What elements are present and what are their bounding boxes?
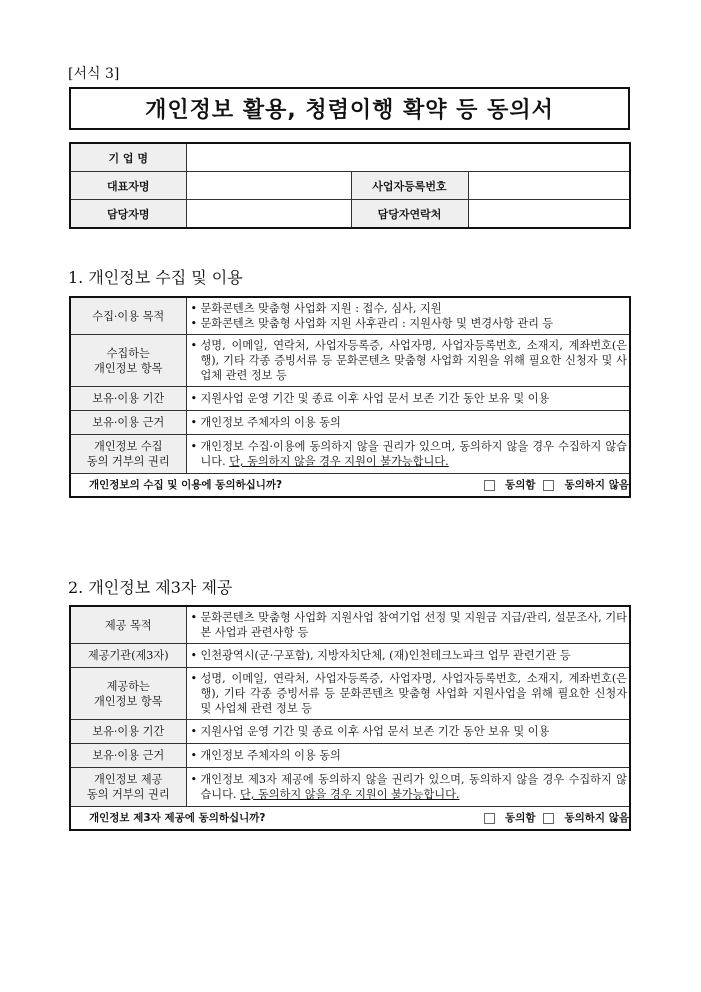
bullet-dot: • (190, 302, 198, 315)
table-row (70, 644, 630, 668)
bizno-label: 사업자등록번호 (351, 172, 468, 200)
refusal-text (201, 772, 628, 802)
row-content (186, 335, 630, 387)
bullet-item (191, 748, 628, 763)
agree-label: 동의함 (505, 478, 536, 491)
row-content (186, 606, 630, 644)
table-row (70, 768, 630, 807)
bullet-item (191, 439, 628, 469)
row-label-line: 동의 거부의 권리 (86, 455, 170, 468)
bullet-item (191, 648, 628, 663)
disagree-label: 동의하지 않음 (564, 478, 629, 491)
row-label (70, 335, 186, 387)
row-label (70, 411, 186, 435)
bullet-text: 개인정보 주체자의 이용 동의 (200, 749, 341, 762)
table-row (70, 720, 630, 744)
table-row (70, 335, 630, 387)
table-row (70, 606, 630, 644)
disagree-checkbox[interactable] (543, 813, 554, 824)
row-label-line: 동의 거부의 권리 (86, 788, 170, 801)
section1-table (69, 296, 631, 498)
row-label (70, 644, 186, 668)
bullet-text: 성명, 이메일, 연락처, 사업자등록증, 사업자명, 사업자등록번호, 소재지, 계좌번호(은행), 기타 각종 증빙서류 등 문화콘텐츠 맞춤형 사업화 지원을 위해 필요한 신청자 및 사업체 관련 정보 등 (200, 339, 627, 382)
consent-question-text: 개인정보의 수집 및 이용에 동의하십니까? (89, 478, 283, 491)
company-name-field[interactable] (186, 143, 630, 172)
row-label-line: 제공하는 (106, 679, 150, 693)
consent-options (478, 478, 629, 493)
bullet-text: 개인정보 주체자의 이용 동의 (200, 416, 341, 429)
agree-label: 동의함 (505, 811, 536, 824)
ceo-name-field[interactable] (186, 172, 351, 200)
row-label-line: 개인정보 제공 (94, 773, 163, 786)
row-label-line: 보유·이용 기간 (92, 392, 165, 405)
row-label (70, 387, 186, 411)
bullet-dot: • (190, 611, 198, 624)
row-content (186, 387, 630, 411)
bullet-dot: • (190, 749, 198, 762)
table-row (70, 668, 630, 720)
bullet-text: 성명, 이메일, 연락처, 사업자등록증, 사업자명, 사업자등록번호, 소재지, 계좌번호(은행), 기타 각종 증빙서류 등 문화콘텐츠 맞춤형 사업화 지원사업을 위해 필요한 신청자 및 사업체 관련 정보 등 (200, 672, 627, 715)
bullet-text: 지원사업 운영 기간 및 종료 이후 사업 문서 보존 기간 동안 보유 및 이용 (200, 725, 550, 738)
bullet-item (191, 338, 628, 383)
bullet-text: 문화콘텐츠 맞춤형 사업화 지원 사후관리 : 지원사항 및 변경사항 관리 등 (200, 317, 554, 330)
bullet-dot: • (190, 672, 198, 685)
row-label (70, 668, 186, 720)
row-content (186, 435, 630, 474)
row-content (186, 768, 630, 807)
bullet-text: 문화콘텐츠 맞춤형 사업화 지원사업 참여기업 선정 및 지원금 지급/관리, 설문조사, 기타 본 사업과 관련사항 등 (200, 611, 627, 639)
row-label (70, 744, 186, 768)
refusal-warning: 단, 동의하지 않을 경우 지원이 불가능합니다. (240, 788, 460, 801)
bullet-dot: • (190, 649, 198, 662)
bullet-item (191, 316, 628, 331)
row-label (70, 768, 186, 807)
row-label-line: 보유·이용 근거 (92, 416, 165, 429)
manager-contact-label: 담당자연락처 (351, 200, 468, 229)
row-label-line: 수집·이용 목적 (92, 309, 165, 323)
bullet-item (191, 772, 628, 802)
bizno-field[interactable] (468, 172, 630, 200)
refusal-statement: 개인정보 수집·이용에 동의하지 않을 권리가 있으며, 동의하지 않을 경우 수집하지 않습니다. (200, 440, 627, 468)
row-content (186, 297, 630, 335)
row-label-line: 개인정보 수집 (94, 440, 163, 453)
row-label (70, 297, 186, 335)
bullet-item (191, 301, 628, 316)
row-label-line: 보유·이용 기간 (92, 725, 165, 738)
table-row (70, 744, 630, 768)
bullet-dot: • (190, 773, 198, 786)
row-label (70, 720, 186, 744)
agree-checkbox[interactable] (484, 813, 495, 824)
row-label-line: 보유·이용 근거 (92, 749, 165, 762)
consent-options (478, 811, 629, 826)
bullet-dot: • (190, 725, 198, 738)
consent-question-row (70, 474, 630, 498)
bullet-dot: • (190, 416, 198, 429)
consent-question-cell (70, 474, 630, 498)
document-title: 개인정보 활용, 청렴이행 확약 등 동의서 (69, 87, 630, 130)
table-row (70, 411, 630, 435)
ceo-name-label: 대표자명 (70, 172, 186, 200)
bullet-dot: • (190, 392, 198, 405)
row-content (186, 720, 630, 744)
manager-contact-field[interactable] (468, 200, 630, 229)
agree-checkbox[interactable] (484, 480, 495, 491)
table-row (70, 435, 630, 474)
row-label-line: 개인정보 항목 (94, 361, 163, 375)
row-content (186, 644, 630, 668)
consent-question-row (70, 807, 630, 831)
bullet-item (191, 415, 628, 430)
bullet-dot: • (190, 317, 198, 330)
bullet-item (191, 671, 628, 716)
refusal-text (201, 439, 628, 469)
manager-name-field[interactable] (186, 200, 351, 229)
applicant-info-table (69, 142, 631, 229)
form-number: [서식 3] (68, 66, 120, 82)
row-content (186, 411, 630, 435)
row-content (186, 744, 630, 768)
row-label-line: 개인정보 항목 (94, 694, 163, 708)
refusal-statement: 개인정보 제3자 제공에 동의하지 않을 권리가 있으며, 동의하지 않을 경우 수집하지 않습니다. (200, 773, 627, 801)
disagree-label: 동의하지 않음 (564, 811, 629, 824)
row-label-line: 수집하는 (106, 346, 150, 360)
section2-table (69, 605, 631, 831)
row-label-line: 제공 목적 (104, 618, 152, 632)
table-row (70, 297, 630, 335)
bullet-item (191, 391, 628, 406)
row-label-line: 제공기관(제3자) (87, 649, 169, 662)
consent-question (71, 478, 629, 493)
row-content (186, 668, 630, 720)
bullet-item (191, 724, 628, 739)
bullet-text: 지원사업 운영 기간 및 종료 이후 사업 문서 보존 기간 동안 보유 및 이용 (200, 392, 550, 405)
section2-title: 2. 개인정보 제3자 제공 (68, 578, 233, 597)
consent-question-cell (70, 807, 630, 831)
bullet-item (191, 610, 628, 640)
bullet-dot: • (190, 339, 198, 352)
section1-title: 1. 개인정보 수집 및 이용 (68, 268, 243, 287)
row-label (70, 606, 186, 644)
row-label (70, 435, 186, 474)
bullet-dot: • (190, 440, 198, 453)
consent-question (71, 811, 629, 826)
bullet-text: 인천광역시(군·구포함), 지방자치단체, (재)인천테크노파크 업무 관련기관 등 (200, 649, 571, 662)
bullet-text: 문화콘텐츠 맞춤형 사업화 지원 : 접수, 심사, 지원 (200, 302, 442, 315)
manager-name-label: 담당자명 (70, 200, 186, 229)
disagree-checkbox[interactable] (543, 480, 554, 491)
refusal-warning: 단, 동의하지 않을 경우 지원이 불가능합니다. (229, 455, 449, 468)
consent-question-text: 개인정보 제3자 제공에 동의하십니까? (89, 811, 266, 824)
company-name-label: 기 업 명 (70, 143, 186, 172)
table-row (70, 387, 630, 411)
